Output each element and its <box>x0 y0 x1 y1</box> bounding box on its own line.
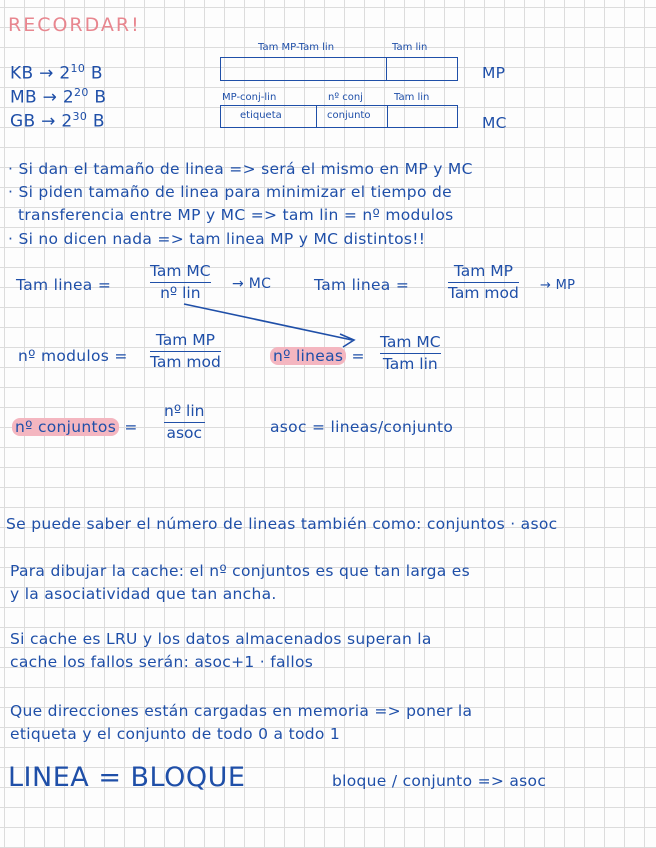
mc-label-offset: Tam lin <box>394 92 430 103</box>
unit-base: 2 <box>62 87 75 108</box>
paragraph-lru: Si cache es LRU y los datos almacenados superan la <box>10 630 432 648</box>
denominator: Tam mod <box>150 353 221 371</box>
formula-associativity: asoc = lineas/conjunto <box>270 418 454 436</box>
unit-name: MB <box>10 87 37 108</box>
unit-base: 2 <box>61 111 73 132</box>
numerator: Tam MC <box>380 333 441 351</box>
paragraph-loaded-addresses: Que direcciones están cargadas en memoria => poner la <box>10 702 473 720</box>
mc-label-set: nº conj <box>328 92 363 103</box>
mc-label: MC <box>482 114 507 132</box>
fraction-bar <box>150 351 221 352</box>
unit-exp: 30 <box>72 110 88 123</box>
paragraph-draw-cache-2: y la asociatividad que tan ancha. <box>10 585 277 603</box>
fraction-sets <box>164 402 205 442</box>
unit-exp: 10 <box>70 62 86 75</box>
heading-line-block: LINEA = BLOQUE <box>8 762 246 793</box>
equals-sign: = <box>124 418 138 436</box>
arrow-icon: → <box>39 63 54 84</box>
page-title: RECORDAR! <box>8 14 141 36</box>
note-line: · Si piden tamaño de linea para minimizar el tiempo de <box>8 183 452 201</box>
unit-name: KB <box>10 63 34 84</box>
paragraph-draw-cache: Para dibujar la cache: el nº conjuntos es que tan larga es <box>10 562 470 580</box>
formula-mp-arrow: → MP <box>540 278 576 293</box>
formula-sets-lhs <box>12 418 138 436</box>
formula-mc-arrow: → MC <box>232 276 272 292</box>
unit-suffix: B <box>90 63 103 84</box>
paragraph-lru-2: cache los fallos serán: asoc+1 · fallos <box>10 653 314 671</box>
numerator: Tam MP <box>155 331 215 349</box>
fraction-lines <box>380 333 441 373</box>
unit-suffix: B <box>94 87 107 108</box>
mc-label-tag: MP-conj-lin <box>222 92 277 103</box>
arrow-icon: → <box>41 111 56 132</box>
denominator: asoc <box>166 424 203 442</box>
formula-modules-lhs: nº modulos = <box>18 347 128 365</box>
note-line: · Si no dicen nada => tam linea MP y MC distintos!! <box>8 230 426 248</box>
note-line: transferencia entre MP y MC => tam lin = nº modulos <box>18 206 454 224</box>
unit-exp: 20 <box>74 86 89 99</box>
equals-sign: = <box>351 347 365 365</box>
mc-cell-tag: etiqueta <box>240 110 282 121</box>
fraction-bar <box>164 422 205 423</box>
paragraph-block-set: bloque / conjunto => asoc <box>332 772 547 790</box>
denominator: nº lin <box>160 284 201 302</box>
arrow-head <box>340 334 354 347</box>
paragraph-lines-alt: Se puede saber el número de lineas también como: conjuntos · asoc <box>6 515 558 533</box>
fraction-bar <box>380 353 441 354</box>
numerator: Tam MC <box>150 262 211 280</box>
denominator: Tam lin <box>382 355 438 373</box>
fraction-modules <box>150 331 221 371</box>
mp-label-tag-index: Tam MP-Tam lin <box>258 42 335 53</box>
numerator: nº lin <box>164 402 205 420</box>
formula-line-size-mp-lhs: Tam linea = <box>314 276 410 294</box>
arrow-icon: → <box>42 87 58 108</box>
note-line: · Si dan el tamaño de linea => será el mismo en MP y MC <box>8 160 473 178</box>
mp-label: MP <box>482 64 506 82</box>
paragraph-loaded-addresses-2: etiqueta y el conjunto de todo 0 a todo 1 <box>10 725 341 743</box>
formula-lines-lhs <box>270 347 365 365</box>
unit-base: 2 <box>59 63 71 84</box>
unit-suffix: B <box>92 111 105 132</box>
highlight-sets: nº conjuntos <box>12 418 119 436</box>
formula-line-size-mc-lhs: Tam linea = <box>16 276 112 294</box>
highlight-lines: nº lineas <box>270 347 346 365</box>
denominator: Tam mod <box>448 284 519 302</box>
mc-cell-set: conjunto <box>327 110 371 121</box>
unit-name: GB <box>10 111 36 132</box>
numerator: Tam MP <box>453 262 513 280</box>
mp-label-offset: Tam lin <box>392 42 428 53</box>
